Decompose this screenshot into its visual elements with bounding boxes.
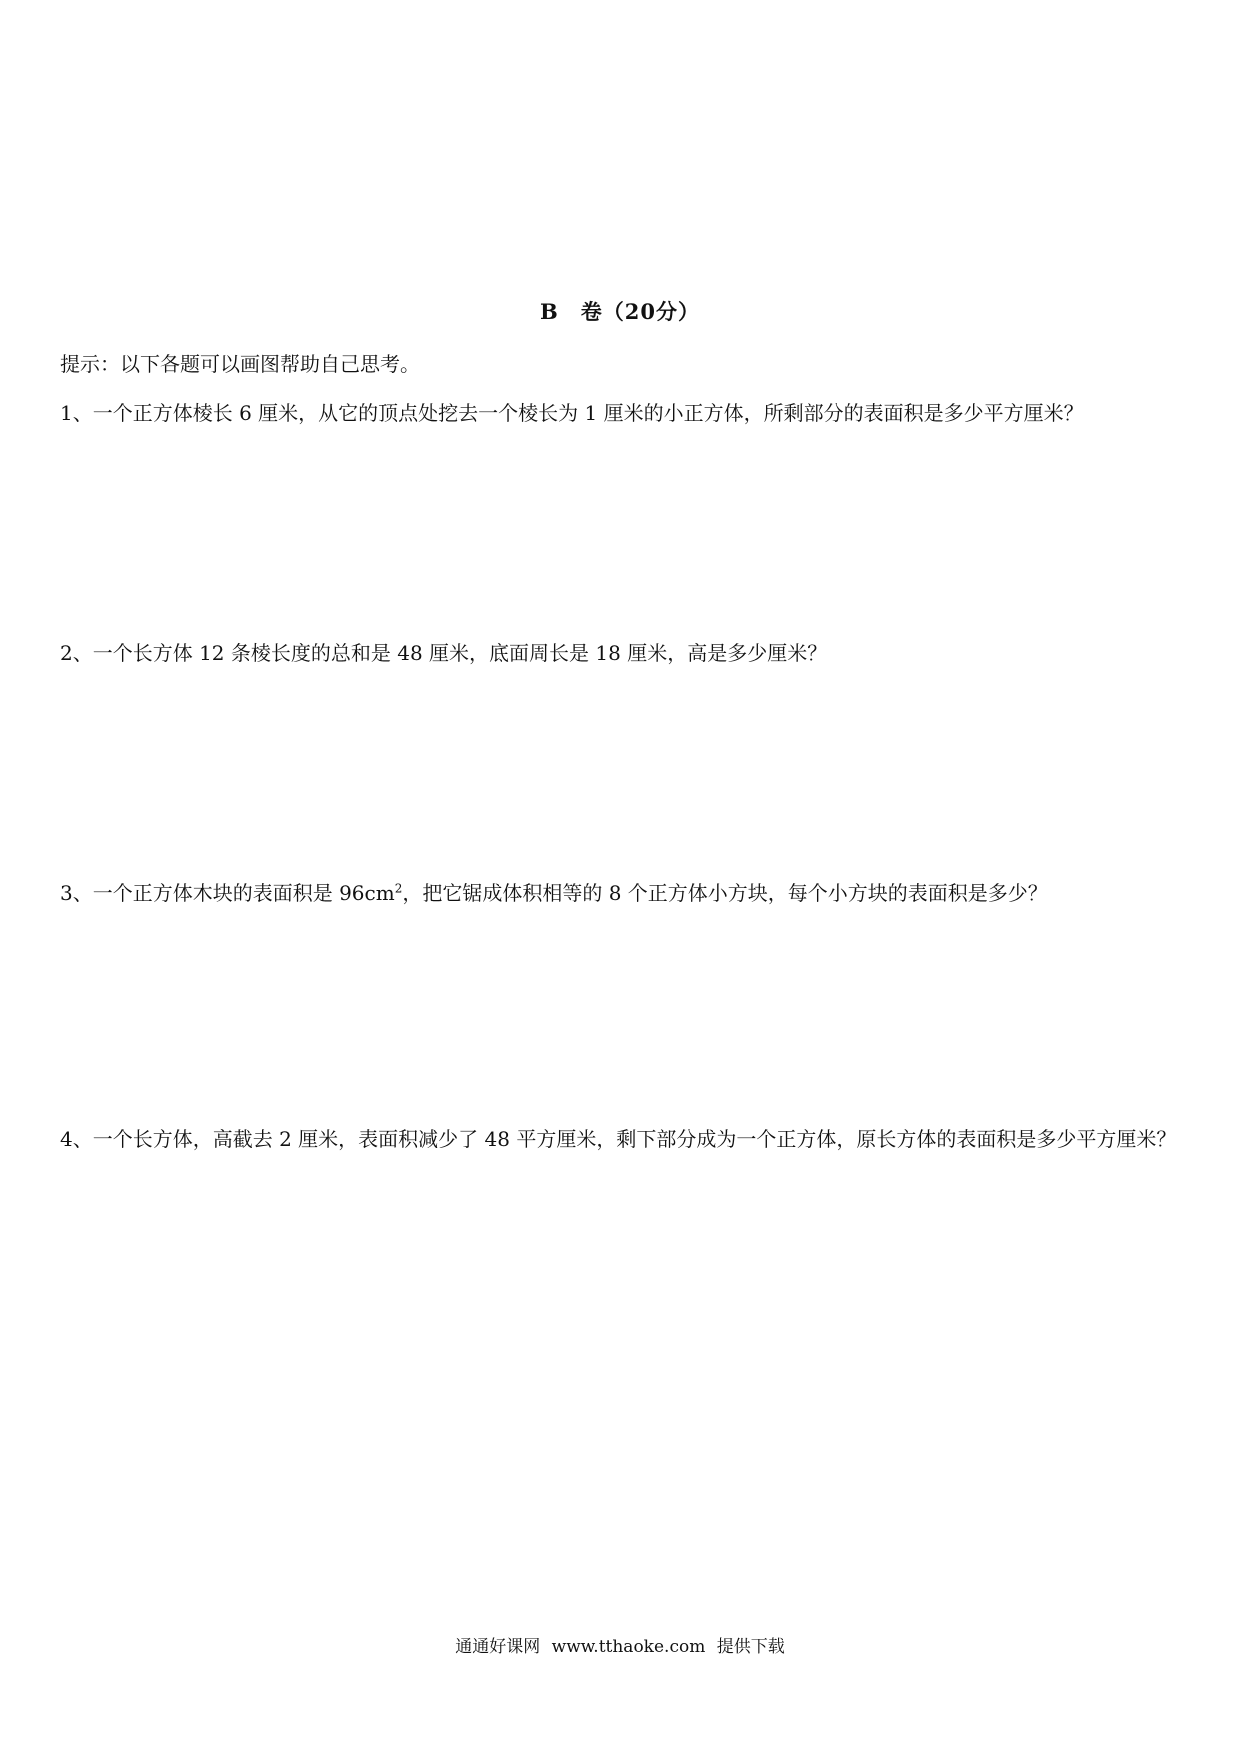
section-title: B 卷（20分）: [540, 299, 700, 324]
question-3-text-start: 3、一个正方体木块的表面积是 96cm: [60, 881, 395, 905]
footer-source: 通通好课网 www.tthaoke.com 提供下载: [455, 1637, 785, 1657]
question-3: [60, 864, 1190, 922]
hint-text: 提示：以下各题可以画图帮助自己思考。: [60, 352, 420, 376]
question-1: 1、一个正方体棱长 6 厘米，从它的顶点处挖去一个棱长为 1 厘米的小正方体，所剩部分的表面积是多少平方厘米？: [60, 401, 1084, 425]
question-4: 4、一个长方体，高截去 2 厘米，表面积减少了 48 平方厘米，剩下部分成为一个正方体，原长方体的表面积是多少平方厘米？: [60, 1127, 1177, 1151]
question-2: 2、一个长方体 12 条棱长度的总和是 48 厘米，底面周长是 18 厘米，高是多少厘米？: [60, 641, 828, 665]
question-3-text-end: ，把它锯成体积相等的 8 个正方体小方块，每个小方块的表面积是多少？: [402, 881, 1048, 905]
superscript-two: 2: [394, 881, 403, 896]
